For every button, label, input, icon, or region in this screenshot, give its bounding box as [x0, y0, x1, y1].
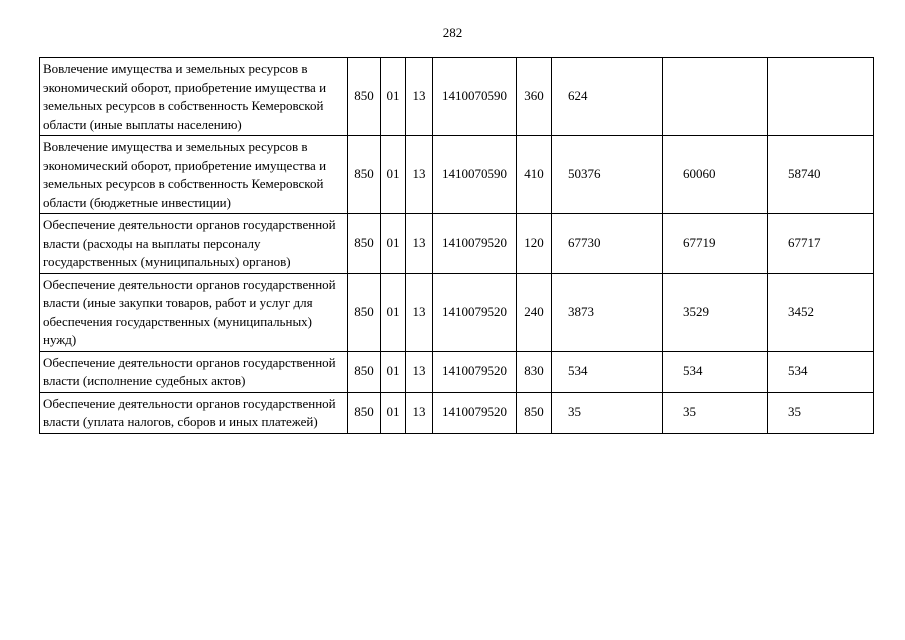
target-article-code: 1410070590 [433, 58, 517, 136]
expense-type-code: 830 [517, 351, 552, 392]
ministry-code: 850 [348, 58, 381, 136]
target-article-code: 1410079520 [433, 214, 517, 274]
section-code: 01 [381, 214, 406, 274]
table-row [40, 273, 874, 351]
table-row [40, 58, 874, 136]
section-code: 01 [381, 392, 406, 433]
amount-year-1: 35 [552, 392, 663, 433]
expense-type-code: 850 [517, 392, 552, 433]
amount-year-1: 534 [552, 351, 663, 392]
table-row [40, 351, 874, 392]
subsection-code: 13 [406, 351, 433, 392]
table-row [40, 136, 874, 214]
target-article-code: 1410079520 [433, 392, 517, 433]
amount-year-2: 67719 [663, 214, 768, 274]
amount-year-1: 3873 [552, 273, 663, 351]
amount-year-1: 624 [552, 58, 663, 136]
ministry-code: 850 [348, 392, 381, 433]
subsection-code: 13 [406, 214, 433, 274]
target-article-code: 1410079520 [433, 273, 517, 351]
subsection-code: 13 [406, 392, 433, 433]
expense-type-code: 240 [517, 273, 552, 351]
amount-year-2: 60060 [663, 136, 768, 214]
subsection-code: 13 [406, 136, 433, 214]
row-description: Вовлечение имущества и земельных ресурсов в экономический оборот, приобретение имущества и земельных ресурсов в собственность Кемеровской области (бюджетные инвестиции) [40, 136, 348, 214]
row-description: Вовлечение имущества и земельных ресурсов в экономический оборот, приобретение имущества и земельных ресурсов в собственность Кемеровской области (иные выплаты населению) [40, 58, 348, 136]
page-number: 282 [442, 25, 463, 40]
subsection-code: 13 [406, 58, 433, 136]
section-code: 01 [381, 351, 406, 392]
row-description: Обеспечение деятельности органов государственной власти (уплата налогов, сборов и иных платежей) [40, 392, 348, 433]
table-row [40, 392, 874, 433]
ministry-code: 850 [348, 351, 381, 392]
amount-year-1: 67730 [552, 214, 663, 274]
amount-year-2: 35 [663, 392, 768, 433]
section-code: 01 [381, 58, 406, 136]
section-code: 01 [381, 273, 406, 351]
table-row [40, 214, 874, 274]
amount-year-2: 3529 [663, 273, 768, 351]
amount-year-3: 35 [768, 392, 874, 433]
amount-year-2: 534 [663, 351, 768, 392]
ministry-code: 850 [348, 273, 381, 351]
ministry-code: 850 [348, 136, 381, 214]
row-description: Обеспечение деятельности органов государственной власти (иные закупки товаров, работ и услуг для обеспечения государственных (муниципальных) нужд) [40, 273, 348, 351]
expense-type-code: 360 [517, 58, 552, 136]
expense-type-code: 120 [517, 214, 552, 274]
target-article-code: 1410079520 [433, 351, 517, 392]
ministry-code: 850 [348, 214, 381, 274]
amount-year-3: 58740 [768, 136, 874, 214]
subsection-code: 13 [406, 273, 433, 351]
row-description: Обеспечение деятельности органов государственной власти (расходы на выплаты персоналу государственных (муниципальных) органов) [40, 214, 348, 274]
section-code: 01 [381, 136, 406, 214]
row-description: Обеспечение деятельности органов государственной власти (исполнение судебных актов) [40, 351, 348, 392]
amount-year-2 [663, 58, 768, 136]
amount-year-3: 534 [768, 351, 874, 392]
amount-year-1: 50376 [552, 136, 663, 214]
budget-table [39, 57, 874, 434]
expense-type-code: 410 [517, 136, 552, 214]
amount-year-3: 67717 [768, 214, 874, 274]
amount-year-3: 3452 [768, 273, 874, 351]
amount-year-3 [768, 58, 874, 136]
target-article-code: 1410070590 [433, 136, 517, 214]
